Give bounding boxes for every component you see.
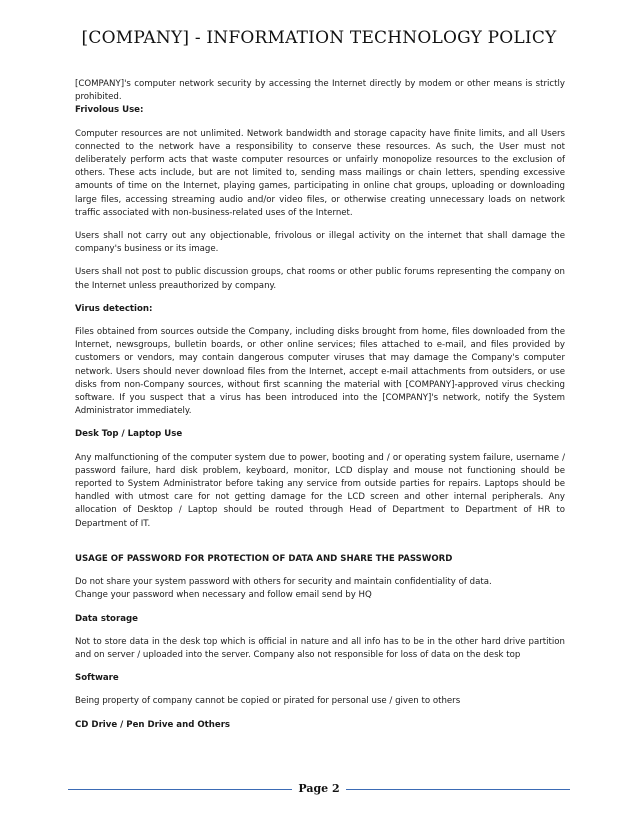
data-storage-heading: Data storage <box>75 613 138 624</box>
cd-drive-heading: CD Drive / Pen Drive and Others <box>75 719 231 730</box>
password-paragraph <box>75 576 565 602</box>
footer-rule-right <box>346 789 570 790</box>
software-heading: Software <box>75 673 119 684</box>
intro-paragraph: [COMPANY]'s computer network security by accessing the Internet directly by modem or other means is strictly prohibited. <box>75 79 565 103</box>
footer-rule-left <box>68 789 292 790</box>
frivolous-use-heading: Frivolous Use: <box>75 105 144 116</box>
page-header-title: [COMPANY] - INFORMATION TECHNOLOGY POLICY <box>81 28 557 48</box>
desktop-laptop-heading: Desk Top / Laptop Use <box>75 429 183 440</box>
frivolous-paragraph-2: Users shall not carry out any objectionable, frivolous or illegal activity on the internet that shall damage the company's business or its image. <box>75 231 565 255</box>
data-storage-paragraph: Not to store data in the desk top which is official in nature and all info has to be in the other hard drive partition and on server / uploaded into the server. Company also not responsible for loss of data on the desk top <box>75 636 565 660</box>
virus-detection-heading: Virus detection: <box>75 303 153 314</box>
frivolous-paragraph-1: Computer resources are not unlimited. Network bandwidth and storage capacity have finite limits, and all Users connected to the network have a responsibility to conserve these resources. As such, the User must not deliberately perform acts that waste computer resources or unfairly monopolize resources to the exclusion of others. These acts include, but are not limited to, sending mass mailings or chain letters, spending excessive amounts of time on the Internet, playing games, participating in online chat groups, uploading or downloading large files, accessing streaming audio and/or video files, or otherwise creating unnecessary loads on network traffic associated with non-business-related uses of the Internet. <box>75 128 565 218</box>
software-paragraph: Being property of company cannot be copied or pirated for personal use / given to others <box>75 696 461 707</box>
password-line-1: Do not share your system password with others for security and maintain confidentiality of data. <box>75 577 492 588</box>
password-line-2: Change your password when necessary and follow email send by HQ <box>75 590 372 601</box>
page-number: Page 2 <box>298 782 340 795</box>
frivolous-paragraph-3: Users shall not post to public discussion groups, chat rooms or other public forums representing the company on the Internet unless preauthorized by company. <box>75 267 565 291</box>
document-body <box>75 78 565 742</box>
page-footer <box>0 780 638 800</box>
desktop-paragraph-1: Any malfunctioning of the computer system due to power, booting and / or operating system failure, username / password failure, hard disk problem, keyboard, monitor, LCD display and mouse not functioning should be reported to System Administrator before taking any service from outside parties for repairs. Laptops should be handled with utmost care for not getting damage for the LCD screen and other internal peripherals. Any allocation of Desktop / Laptop should be routed through Head of Department to Department of HR to Department of IT. <box>75 452 565 529</box>
section-spacer <box>75 541 565 553</box>
virus-paragraph-1: Files obtained from sources outside the Company, including disks brought from home, files downloaded from the Internet, newsgroups, bulletin boards, or other online services; files attached to e-mail, and files provided by customers or vendors, may contain dangerous computer viruses that may damage the Company's computer network. Users should never download files from the Internet, accept e-mail attachments from outsiders, or use disks from non-Company sources, without first scanning the material with [COMPANY]-approved virus checking software. If you suspect that a virus has been introduced into the [COMPANY]'s network, notify the System Administrator immediately. <box>75 327 565 417</box>
password-heading: USAGE OF PASSWORD FOR PROTECTION OF DATA AND SHARE THE PASSWORD <box>75 553 453 564</box>
